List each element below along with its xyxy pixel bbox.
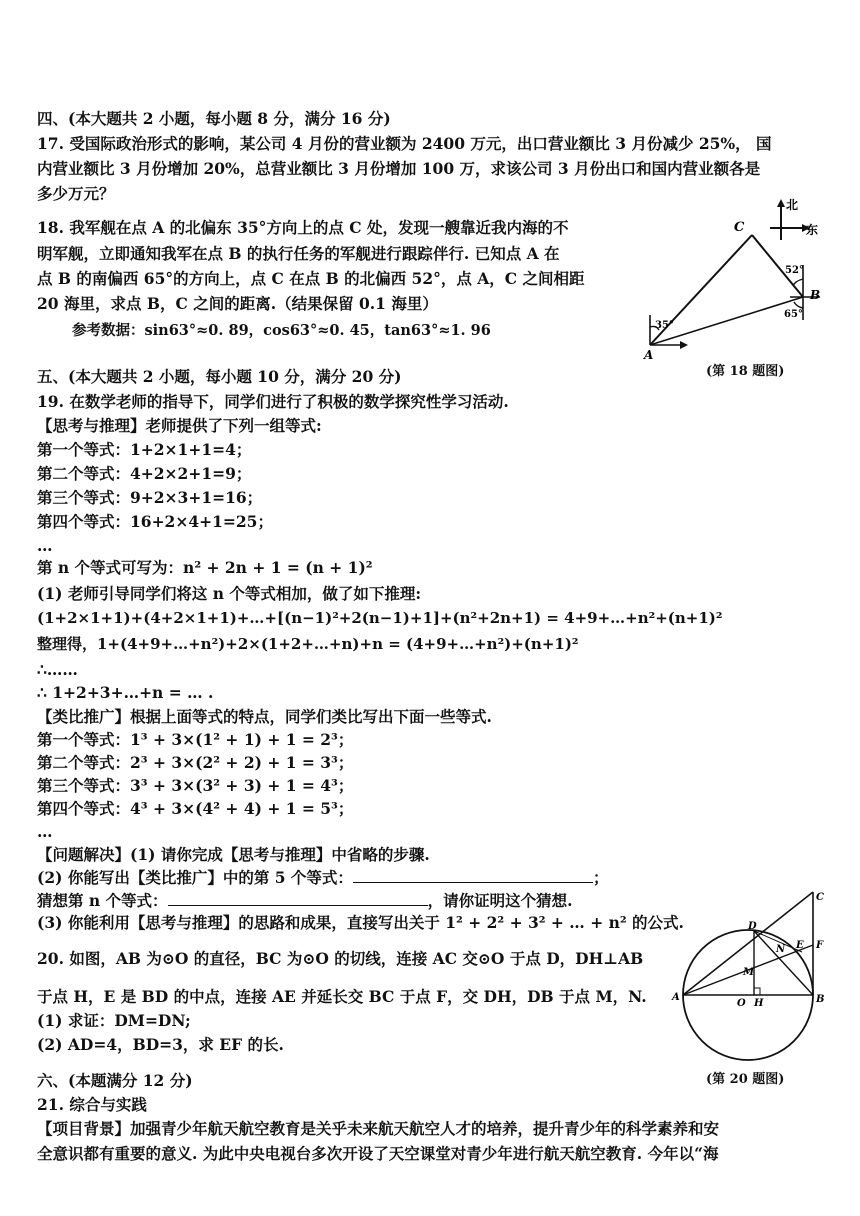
q19-solve-1: 【问题解决】(1) 请你完成【思考与推理】中省略的步骤. [37, 845, 430, 864]
q19-eq-1: 第一个等式：1+2×1+1=4； [37, 440, 252, 459]
north-label: 北 [786, 198, 799, 212]
q19-solve-2a-end: ； [592, 868, 609, 887]
q21-background-1: 【项目背景】加强青少年航天航空教育是关乎未来航天航空人才的培养，提升青少年的科学素养和安 [37, 1119, 720, 1138]
q20-figure-caption: (第 20 题图) [706, 1072, 785, 1087]
point-F-label: F [816, 940, 824, 951]
point-H-label: H [754, 998, 764, 1009]
q19-analog-eq-2: 第二个等式：2³ + 3×(2² + 2) + 1 = 3³； [37, 753, 354, 772]
angle-65-label: 65° [784, 309, 803, 320]
point-O-label: O [737, 998, 746, 1009]
point-A-label: A [672, 992, 680, 1003]
q19-eq-n: 第 n 个等式可写为：n² + 2n + 1 = (n + 1)² [37, 558, 373, 577]
q18-figure-caption: (第 18 题图) [706, 364, 785, 379]
q19-solve-2b [37, 889, 572, 912]
section-6-title: 六、(本题满分 12 分) [37, 1071, 193, 1090]
q21-title: 21. 综合与实践 [37, 1095, 147, 1114]
point-D-label: D [748, 921, 757, 932]
q19-intro: 19. 在数学老师的指导下，同学们进行了积极的数学探究性学习活动. [37, 392, 509, 411]
q19-therefore-1: ∴…… [37, 660, 78, 679]
q20-part-1: (1) 求证：DM=DN; [37, 1011, 191, 1030]
point-C-label: C [816, 892, 824, 903]
point-N-label: N [776, 944, 786, 955]
q20-line-1: 20. 如图，AB 为⊙O 的直径，BC 为⊙O 的切线，连接 AC 交⊙O 于点 D，DH⊥AB [37, 949, 644, 968]
q18-figure [630, 195, 830, 365]
q19-dots: … [37, 536, 53, 555]
q19-eq-2: 第二个等式：4+2×2+1=9； [37, 464, 252, 483]
q19-solve-2b-end: ，请你证明这个猜想. [427, 891, 573, 910]
q17-line-1: 17. 受国际政治形式的影响，某公司 4 月份的营业额为 2400 万元，出口营业额比 3 月份减少 25%， 国 [37, 134, 772, 153]
q19-analog-eq-1: 第一个等式：1³ + 3×(1² + 1) + 1 = 2³； [37, 730, 354, 749]
q18-line-2: 明军舰，立即通知我军在点 B 的执行任务的军舰进行跟踪伴行. 已知点 A 在 [37, 244, 560, 263]
angle-35-label: 35° [655, 320, 674, 331]
q18-line-1: 18. 我军舰在点 A 的北偏东 35°方向上的点 C 处，发现一艘靠近我内海的不 [37, 218, 569, 237]
q19-part-1: (1) 老师引导同学们将这 n 个等式相加，做了如下推理: [37, 584, 422, 603]
q18-reference-data: 参考数据：sin63°≈0. 89，cos63°≈0. 45，tan63°≈1. 96 [72, 322, 491, 339]
q20-part-2: (2) AD=4，BD=3，求 EF 的长. [37, 1035, 284, 1054]
angle-52-label: 52° [785, 265, 804, 276]
q17-line-3: 多少万元？ [37, 184, 115, 203]
answer-blank-nth-equation[interactable] [168, 889, 428, 906]
answer-blank-5th-equation[interactable] [353, 866, 593, 883]
section-5-title: 五、(本大题共 2 小题，每小题 10 分，满分 20 分) [37, 367, 402, 386]
q19-eq-3: 第三个等式：9+2×3+1=16； [37, 488, 263, 507]
q20-figure [670, 890, 830, 1065]
q19-analog-eq-4: 第四个等式：4³ + 3×(4² + 4) + 1 = 5³； [37, 799, 354, 818]
point-M-label: M [743, 967, 755, 978]
q19-solve-2a-text: (2) 你能写出【类比推广】中的第 5 个等式： [37, 868, 353, 887]
q19-therefore-2: ∴ 1+2+3+…+n = … . [37, 683, 214, 702]
q17-line-2: 内营业额比 3 月份增加 20%，总营业额比 3 月份增加 100 万，求该公司 3 月份出口和国内营业额各是 [37, 159, 761, 178]
section-4-title: 四、(本大题共 2 小题，每小题 8 分，满分 16 分) [37, 109, 391, 128]
point-C-label: C [734, 220, 745, 235]
q18-line-4: 20 海里，求点 B，C 之间的距离.（结果保留 0.1 海里） [37, 294, 438, 313]
q19-think-title: 【思考与推理】老师提供了下列一组等式: [37, 416, 322, 435]
q19-solve-2a [37, 866, 608, 889]
east-label: 东 [806, 223, 819, 237]
q19-analog-title: 【类比推广】根据上面等式的特点，同学们类比写出下面一些等式. [37, 707, 492, 726]
q19-tidy-line: 整理得，1+(4+9+…+n²)+2×(1+2+…+n)+n = (4+9+…+n²)+(n+1)² [37, 635, 579, 653]
q20-line-2: 于点 H，E 是 BD 的中点，连接 AE 并延长交 BC 于点 F，交 DH，DB 于点 M，N. [37, 987, 647, 1006]
q21-background-2: 全意识都有重要的意义. 为此中央电视台多次开设了天空课堂对青少年进行航天航空教育. 今年以“海 [37, 1144, 719, 1163]
point-A-label: A [644, 348, 654, 362]
point-E-label: E [796, 940, 804, 951]
q19-sum-line: (1+2×1+1)+(4+2×1+1)+…+[(n−1)²+2(n−1)+1]+(n²+2n+1) = 4+9+…+n²+(n+1)² [37, 609, 723, 627]
point-B-label: B [810, 288, 821, 302]
q19-eq-4: 第四个等式：16+2×4+1=25； [37, 512, 273, 531]
q19-solve-3: (3) 你能利用【思考与推理】的思路和成果，直接写出关于 1² + 2² + 3² + … + n² 的公式. [37, 913, 684, 932]
q19-solve-2b-text: 猜想第 n 个等式： [37, 891, 168, 910]
q19-analog-eq-3: 第三个等式：3³ + 3×(3² + 3) + 1 = 4³； [37, 776, 354, 795]
point-B-label: B [816, 994, 825, 1005]
q18-line-3: 点 B 的南偏西 65°的方向上，点 C 在点 B 的北偏西 52°，点 A，C 之间相距 [37, 269, 585, 288]
q19-analog-dots: … [37, 822, 53, 841]
